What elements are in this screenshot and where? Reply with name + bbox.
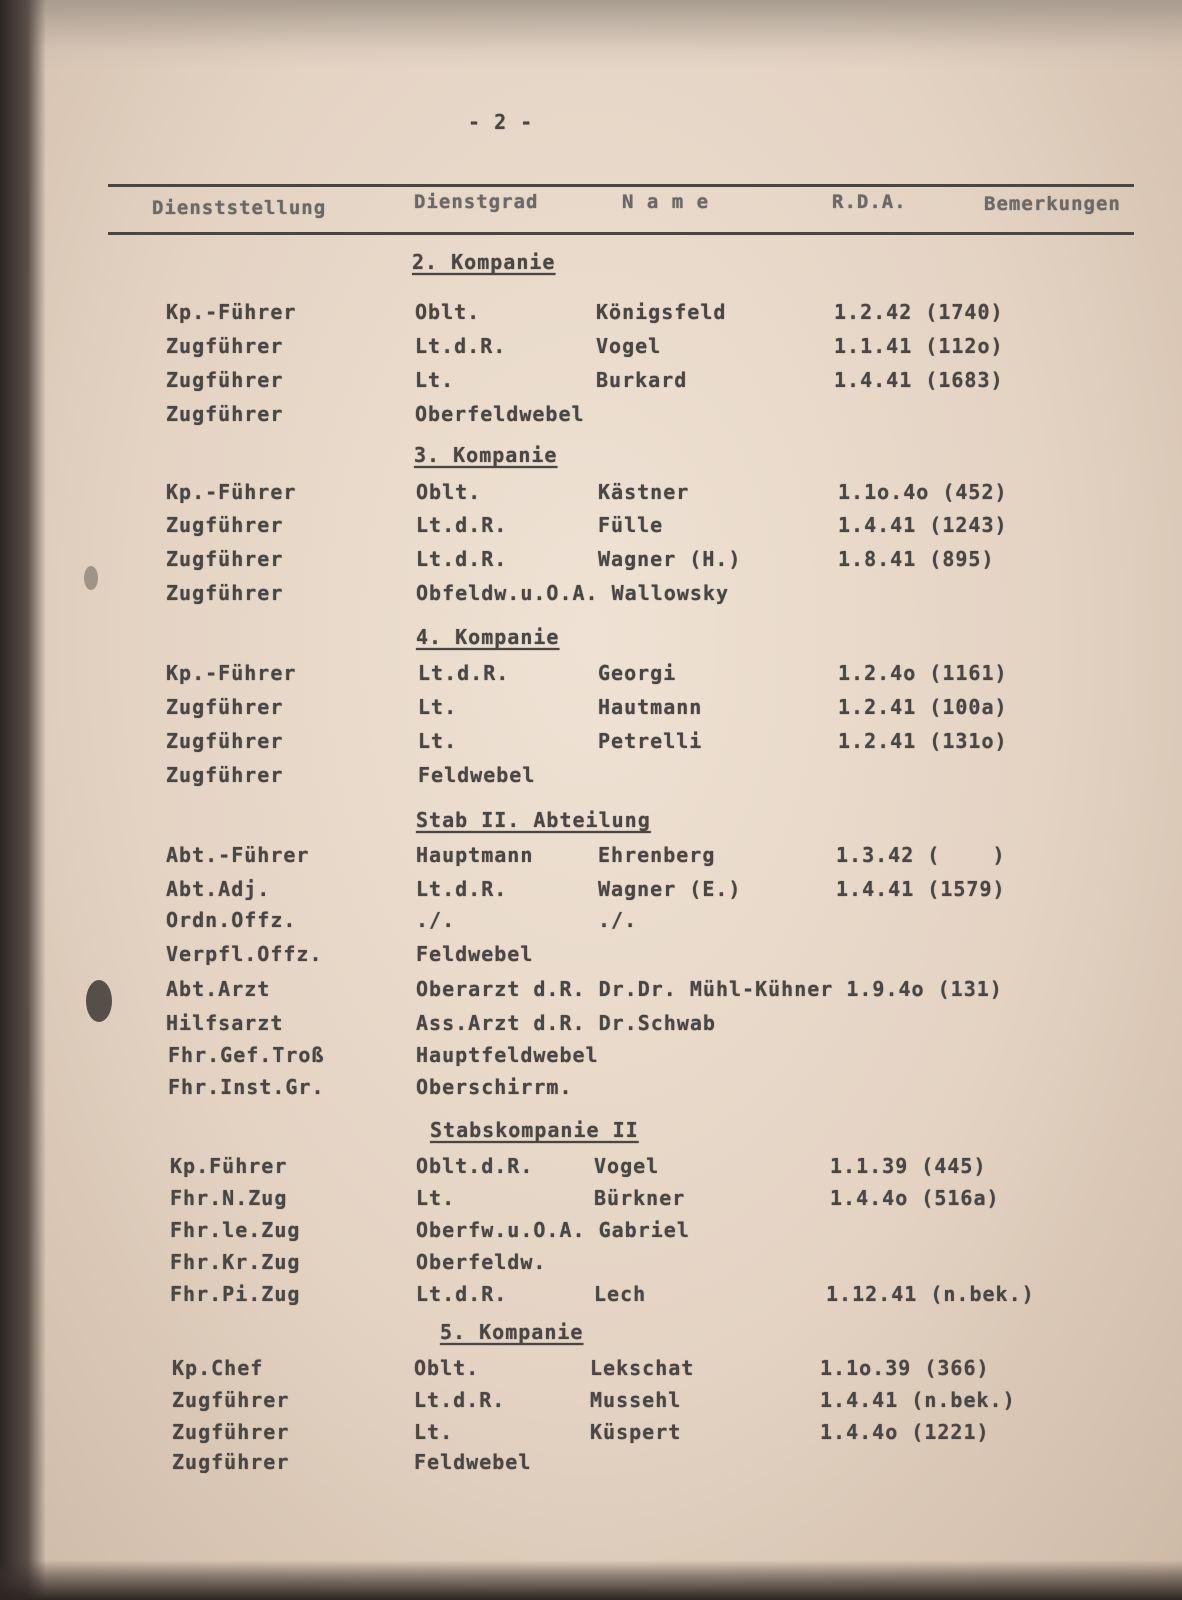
section-title: 3. Kompanie [414,443,558,467]
cell-name: Hautmann [598,695,703,719]
cell-name: Mussehl [590,1388,682,1412]
cell-dienstgrad: Hauptmann [416,843,534,867]
cell-dienststellung: Zugführer [172,1420,290,1444]
cell-dienstgrad: Lt. [415,368,455,392]
page-shadow-bottom [0,1560,1182,1600]
cell-rda: 1.2.41 (131o) [838,729,1008,753]
cell-dienstgrad: Lt. [414,1420,454,1444]
cell-name: Burkard [596,368,688,392]
cell-dienstgrad: Lt.d.R. [416,1282,508,1306]
cell-dienststellung: Zugführer [166,402,284,426]
cell-rda: 1.2.4o (1161) [838,661,1008,685]
cell-dienstgrad: Hauptfeldwebel [416,1043,599,1067]
cell-name: Vogel [594,1154,660,1178]
header-rule-top [108,184,1134,187]
cell-rda: 1.3.42 ( ) [836,843,1006,867]
cell-dienststellung: Fhr.Gef.Troß [168,1043,325,1067]
cell-dienststellung: Kp.Chef [172,1356,264,1380]
section-title: 2. Kompanie [412,250,556,274]
cell-dienstgrad: Oblt.d.R. [416,1154,534,1178]
cell-dienstgrad: Lt.d.R. [416,547,508,571]
cell-dienstgrad: Feldwebel [416,942,534,966]
cell-name: Georgi [598,661,677,685]
cell-dienststellung: Kp.Führer [170,1154,288,1178]
page-shadow-left [0,0,46,1600]
section-title: 4. Kompanie [416,625,560,649]
cell-dienststellung: Abt.-Führer [166,843,310,867]
cell-dienstgrad: Oberarzt d.R. Dr.Dr. Mühl-Kühner 1.9.4o (131) [416,977,1003,1001]
cell-dienstgrad: Lt.d.R. [416,513,508,537]
cell-dienststellung: Fhr.le.Zug [170,1218,301,1242]
column-header-name: N a m e [622,191,710,213]
cell-name: Vogel [596,334,662,358]
cell-dienstgrad: Oberfeldwebel [415,402,585,426]
cell-rda: 1.12.41 (n.bek.) [826,1282,1035,1306]
cell-rda: 1.4.4o (516a) [830,1186,1000,1210]
cell-dienststellung: Abt.Adj. [166,877,271,901]
cell-dienstgrad: Lt. [418,729,458,753]
cell-dienstgrad: Oberschirrm. [416,1075,573,1099]
cell-dienstgrad: Lt.d.R. [414,1388,506,1412]
cell-dienststellung: Zugführer [166,581,284,605]
cell-dienstgrad: Lt.d.R. [415,334,507,358]
cell-rda: 1.4.41 (n.bek.) [820,1388,1016,1412]
section-title: Stabskompanie II [430,1118,639,1142]
cell-dienststellung: Zugführer [166,695,284,719]
cell-dienstgrad: Lt. [416,1186,456,1210]
cell-name: Küspert [590,1420,682,1444]
cell-name: Petrelli [598,729,703,753]
cell-dienststellung: Zugführer [172,1388,290,1412]
cell-dienstgrad: Ass.Arzt d.R. Dr.Schwab [416,1011,716,1035]
cell-dienstgrad: Feldwebel [418,763,536,787]
cell-dienstgrad: ./. [416,908,456,932]
cell-dienstgrad: Oblt. [416,480,482,504]
cell-name: Fülle [598,513,664,537]
cell-dienstgrad: Lt. [418,695,458,719]
page-shadow-top [0,0,1182,70]
ink-smudge [86,980,112,1022]
cell-dienststellung: Zugführer [166,547,284,571]
cell-rda: 1.1.41 (112o) [834,334,1004,358]
cell-dienstgrad: Oblt. [414,1356,480,1380]
cell-rda: 1.8.41 (895) [838,547,995,571]
cell-dienstgrad: Obfeldw.u.O.A. Wallowsky [416,581,729,605]
cell-rda: 1.2.41 (100a) [838,695,1008,719]
cell-dienststellung: Zugführer [166,368,284,392]
cell-dienstgrad: Oberfw.u.O.A. Gabriel [416,1218,690,1242]
cell-rda: 1.4.41 (1683) [834,368,1004,392]
cell-dienststellung: Fhr.Kr.Zug [170,1250,301,1274]
cell-dienstgrad: Oberfeldw. [416,1250,547,1274]
cell-rda: 1.4.41 (1579) [836,877,1006,901]
cell-dienstgrad: Oblt. [415,300,481,324]
cell-rda: 1.1o.4o (452) [838,480,1008,504]
cell-rda: 1.1o.39 (366) [820,1356,990,1380]
cell-name: ./. [598,908,638,932]
cell-rda: 1.1.39 (445) [830,1154,987,1178]
cell-dienststellung: Fhr.Pi.Zug [170,1282,301,1306]
cell-dienststellung: Abt.Arzt [166,977,271,1001]
cell-dienstgrad: Lt.d.R. [416,877,508,901]
cell-name: Wagner (E.) [598,877,742,901]
cell-rda: 1.2.42 (1740) [834,300,1004,324]
cell-dienststellung: Zugführer [166,334,284,358]
cell-dienststellung: Kp.-Führer [166,661,297,685]
column-header-rda: R.D.A. [832,191,907,213]
cell-name: Bürkner [594,1186,686,1210]
cell-name: Lekschat [590,1356,695,1380]
cell-dienstgrad: Lt.d.R. [418,661,510,685]
cell-dienststellung: Zugführer [166,763,284,787]
column-header-dienstgrad: Dienstgrad [414,191,539,213]
header-rule-bottom [108,232,1134,235]
cell-name: Königsfeld [596,300,727,324]
cell-dienststellung: Kp.-Führer [166,300,297,324]
column-header-dienststellung: Dienststellung [152,197,327,219]
cell-rda: 1.4.4o (1221) [820,1420,990,1444]
cell-dienststellung: Fhr.N.Zug [170,1186,288,1210]
cell-dienststellung: Kp.-Führer [166,480,297,504]
cell-dienststellung: Zugführer [166,729,284,753]
cell-rda: 1.4.41 (1243) [838,513,1008,537]
cell-name: Lech [594,1282,647,1306]
cell-dienststellung: Zugführer [166,513,284,537]
section-title: 5. Kompanie [440,1320,584,1344]
section-title: Stab II. Abteilung [416,808,651,832]
cell-dienststellung: Fhr.Inst.Gr. [168,1075,325,1099]
cell-name: Wagner (H.) [598,547,742,571]
cell-dienststellung: Verpfl.Offz. [166,942,323,966]
cell-name: Ehrenberg [598,843,716,867]
page-number: - 2 - [468,110,534,134]
cell-dienststellung: Ordn.Offz. [166,908,297,932]
cell-name: Kästner [598,480,690,504]
cell-dienststellung: Hilfsarzt [166,1011,284,1035]
ink-smudge [84,566,98,590]
cell-dienstgrad: Feldwebel [414,1450,532,1474]
column-header-bemerkungen: Bemerkungen [984,193,1121,215]
cell-dienststellung: Zugführer [172,1450,290,1474]
